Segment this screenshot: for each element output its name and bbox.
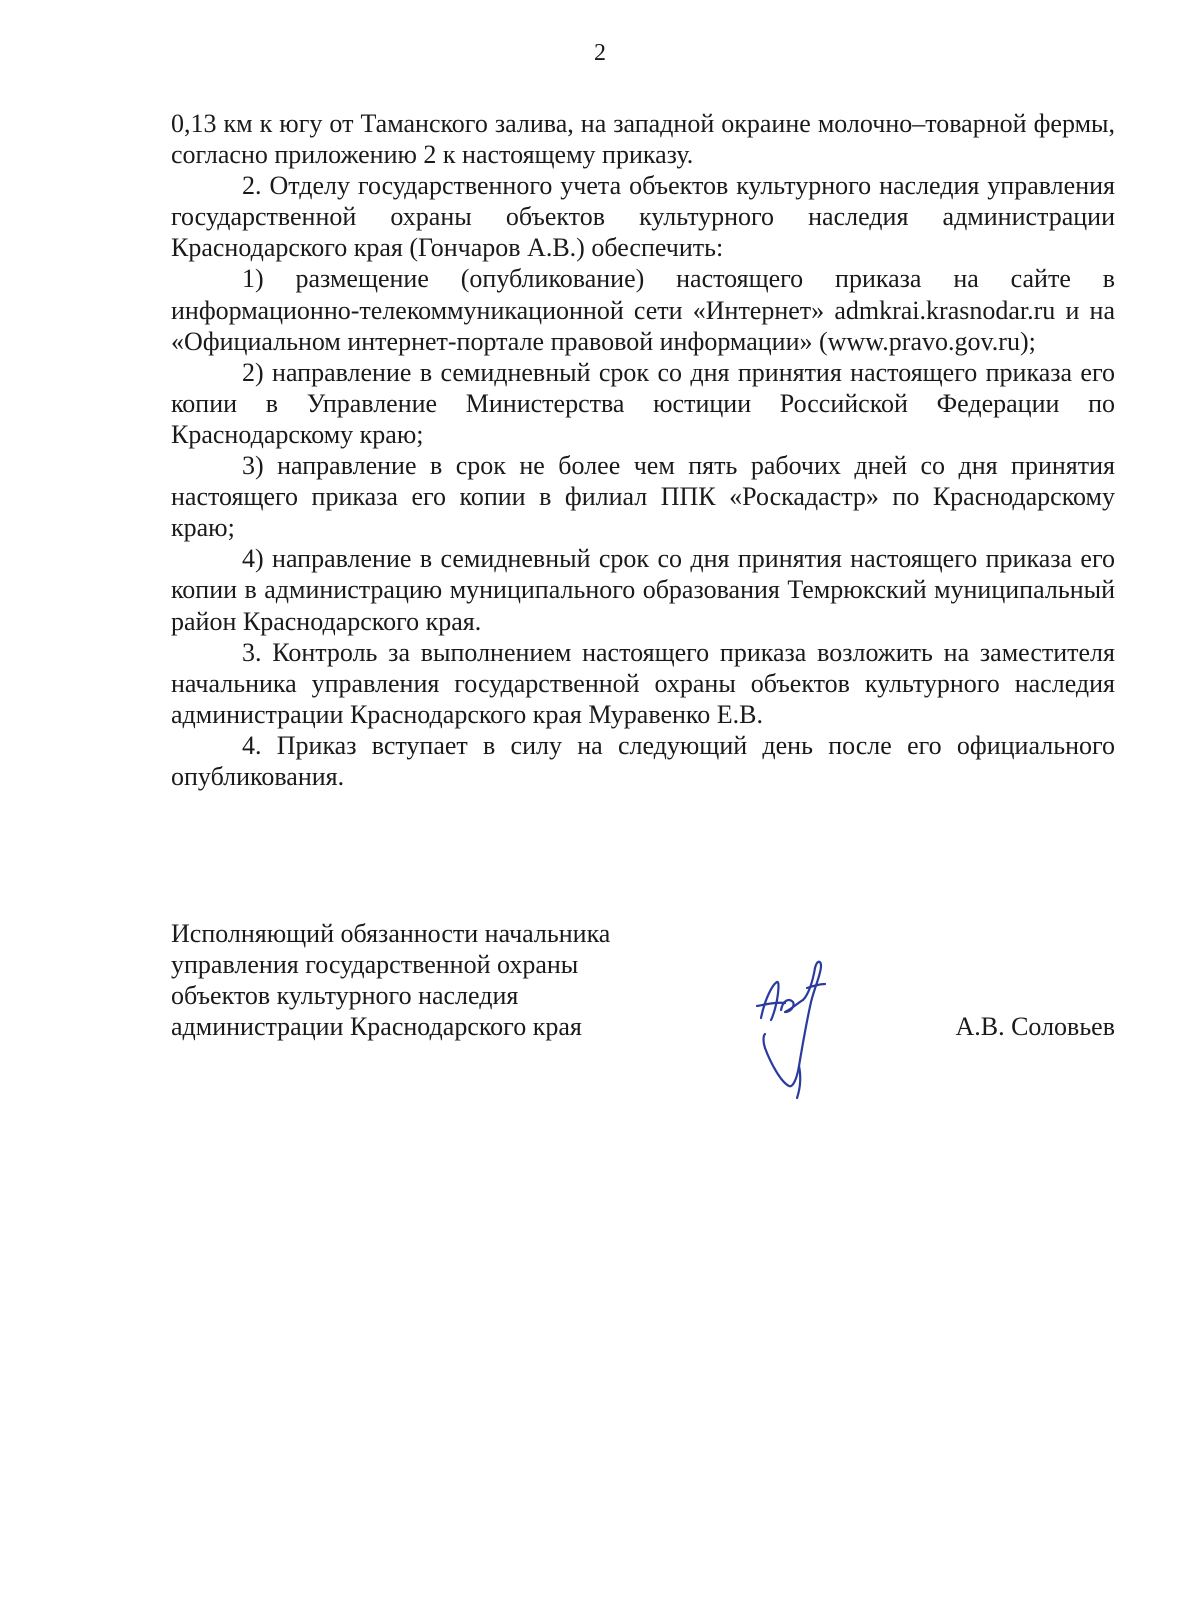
signer-position-line: администрации Краснодарского края xyxy=(171,1012,582,1042)
signer-position xyxy=(171,918,610,1042)
paragraph-subitem-1: 1) размещение (опубликование) настоящего приказа на сайте в информационно-телекоммуникационной сети «Интернет» admkrai.krasnodar.ru и на «Официальном интернет-портале правовой информации» (www.pravo.gov.ru); xyxy=(171,264,1115,356)
signer-position-line: объектов культурного наследия xyxy=(171,981,519,1011)
paragraph-item-2: 2. Отделу государственного учета объектов культурного наследия управления государственной охраны объектов культурного наследия администрации Краснодарского края (Гончаров А.В.) обеспечить: xyxy=(171,171,1115,263)
signature-stroke xyxy=(764,962,822,1087)
signature-stroke xyxy=(757,1003,785,1006)
page-number: 2 xyxy=(594,40,606,66)
signer-name: А.В. Соловьев xyxy=(955,1012,1115,1041)
signer-position-line: Исполняющий обязанности начальника xyxy=(171,919,611,948)
signer-position-line: управления государственной охраны xyxy=(171,950,579,980)
signature-block xyxy=(171,918,1115,1118)
paragraph-subitem-4: 4) направление в семидневный срок со дня принятия настоящего приказа его копии в администрацию муниципального образования Темрюкский муниципальный район Краснодарского края. xyxy=(171,544,1115,636)
paragraph-subitem-2: 2) направление в семидневный срок со дня принятия настоящего приказа его копии в Управление Министерства юстиции Российской Федерации по Краснодарскому краю; xyxy=(171,357,1115,449)
signature-stroke xyxy=(781,1000,803,1012)
paragraph-item-3: 3. Контроль за выполнением настоящего приказа возложить на заместителя начальника управления государственной охраны объектов культурного наследия администрации Краснодарского края Муравенко Е.В. xyxy=(171,637,1115,729)
document-body xyxy=(171,108,1115,792)
paragraph-subitem-3: 3) направление в срок не более чем пять рабочих дней со дня принятия настоящего приказа его копии в филиал ППК «Роскадастр» по Краснодарскому краю; xyxy=(171,451,1115,543)
signature-stroke xyxy=(761,982,779,1020)
paragraph-continuation: 0,13 км к югу от Таманского залива, на западной окраине молочно–товарной фермы, согласно приложению 2 к настоящему приказу. xyxy=(171,109,1115,170)
handwritten-signature xyxy=(751,958,861,1108)
paragraph-item-4: 4. Приказ вступает в силу на следующий день после его официального опубликования. xyxy=(171,730,1115,791)
